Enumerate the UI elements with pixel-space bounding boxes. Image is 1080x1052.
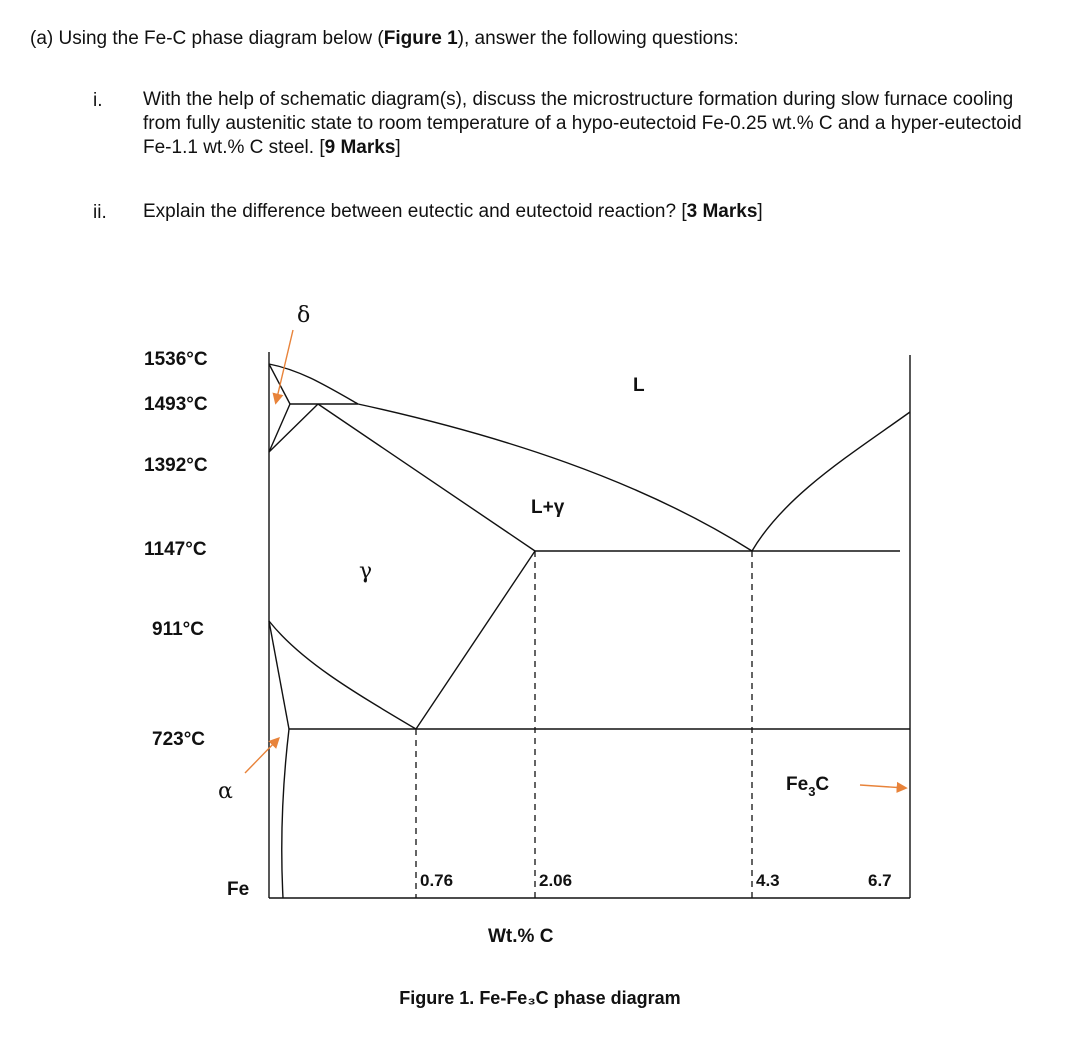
cementite-label-sub: 3 [808, 784, 816, 799]
temp-label-723: 723°C [152, 729, 206, 750]
delta-label: δ [297, 303, 311, 328]
comp-label-0-76: 0.76 [420, 871, 454, 890]
liquid-gamma-label: L+γ [531, 497, 565, 518]
liquid-label: L [633, 375, 645, 396]
alpha-solvus [282, 729, 289, 898]
gamma-delta-boundary [269, 404, 318, 452]
cementite-label-tail: C [815, 774, 830, 795]
cementite-label-base: Fe [786, 774, 809, 795]
origin-label: Fe [227, 879, 250, 900]
intro-suffix: ), answer the following questions: [457, 28, 739, 49]
alpha-boundary [269, 621, 289, 729]
comp-label-4-3: 4.3 [756, 871, 780, 890]
item-1-close: ] [395, 137, 401, 158]
delta-solvus-top [269, 364, 290, 404]
delta-solvus-bottom [269, 404, 290, 452]
gamma-label: γ [359, 559, 373, 584]
alpha-arrow [245, 739, 278, 773]
temp-label-1392: 1392°C [144, 455, 208, 476]
temp-label-911: 911°C [152, 619, 204, 640]
item-2-body: Explain the difference between eutectic and eutectoid reaction? [ [143, 201, 687, 222]
solidus [318, 404, 535, 551]
figure-caption: Figure 1. Fe-Fe₃C phase diagram [399, 988, 681, 1008]
liquidus-hyper [752, 412, 910, 551]
cementite-arrow [860, 785, 905, 788]
item-2-number: ii. [93, 202, 107, 223]
temp-label-1147: 1147°C [144, 539, 207, 560]
item-1-body: With the help of schematic diagram(s), discuss the microstructure formation during slow furnace cooling from fully austenitic state to room temperature of a hypo-eutectoid Fe-0.25 wt.% C and a hyper-eutectoid Fe-1.1 wt.% C steel. [ [143, 89, 1022, 158]
intro-figure-ref: Figure 1 [383, 28, 458, 49]
item-2-marks: 3 Marks [686, 201, 758, 222]
x-axis-title: Wt.% C [488, 926, 554, 947]
alpha-label: α [218, 779, 233, 804]
acm-line [416, 551, 535, 729]
intro-prefix: (a) Using the Fe-C phase diagram below ( [30, 28, 384, 49]
liquidus-hypo [358, 404, 752, 551]
delta-liquidus [269, 364, 358, 404]
item-2-close: ] [757, 201, 763, 222]
item-1-number: i. [93, 90, 103, 111]
comp-label-2-06: 2.06 [539, 871, 573, 890]
cementite-label [786, 774, 829, 799]
temp-label-1536: 1536°C [144, 349, 208, 370]
comp-label-6-7: 6.7 [868, 871, 892, 890]
item-1-marks: 9 Marks [324, 137, 396, 158]
a3-line [269, 621, 416, 729]
temp-label-1493: 1493°C [144, 394, 208, 415]
